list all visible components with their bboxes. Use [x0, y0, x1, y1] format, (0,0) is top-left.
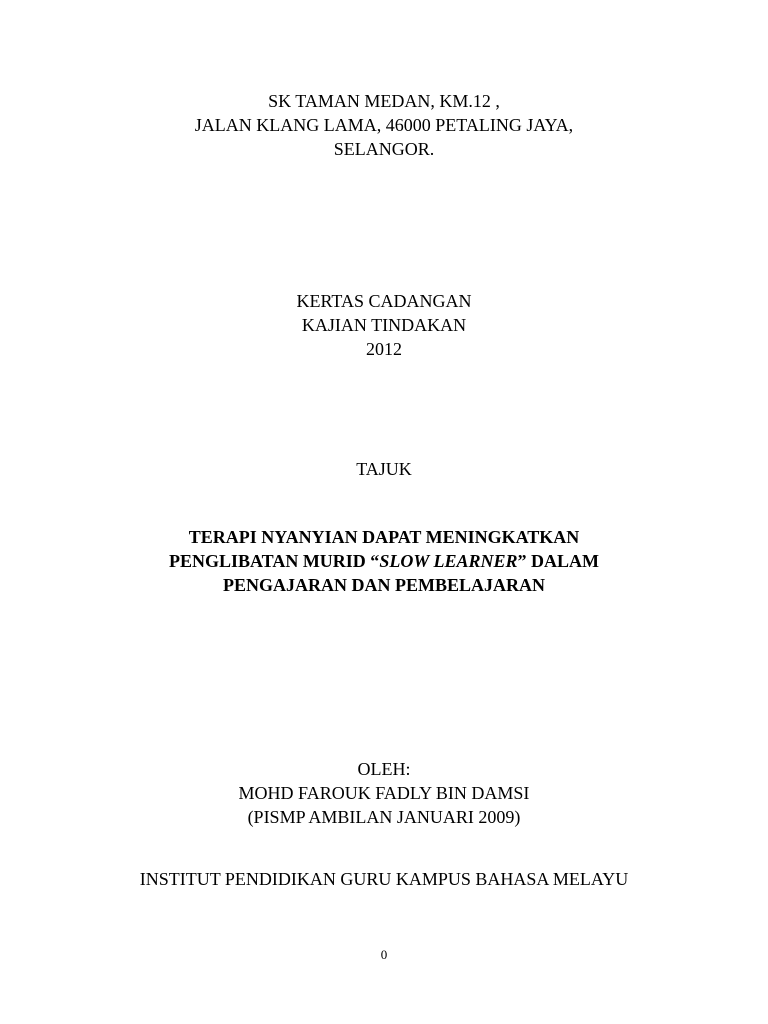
school-address	[0, 89, 768, 161]
author-label: OLEH:	[357, 759, 411, 779]
title-line-2-suffix: ” DALAM	[517, 551, 600, 571]
institute-name-section	[0, 867, 768, 891]
proposal-heading	[0, 289, 768, 361]
title-line-2-italic: SLOW LEARNER	[379, 551, 518, 571]
author-name: MOHD FAROUK FADLY BIN DAMSI	[238, 783, 530, 803]
tajuk-section	[0, 457, 768, 481]
title-line-2	[0, 549, 768, 573]
title-line-3: PENGAJARAN DAN PEMBELAJARAN	[223, 575, 545, 595]
address-line-3: SELANGOR.	[333, 139, 435, 159]
author-section	[0, 757, 768, 829]
document-title	[0, 525, 768, 597]
proposal-line-1: KERTAS CADANGAN	[296, 291, 472, 311]
proposal-line-2: KAJIAN TINDAKAN	[301, 315, 467, 335]
tajuk-label: TAJUK	[356, 459, 412, 479]
proposal-year: 2012	[366, 339, 402, 359]
title-line-2-prefix: PENGLIBATAN MURID “	[168, 551, 380, 571]
author-program: (PISMP AMBILAN JANUARI 2009)	[247, 807, 521, 827]
address-line-2: JALAN KLANG LAMA, 46000 PETALING JAYA,	[194, 115, 574, 135]
page-number: 0	[380, 947, 388, 962]
address-line-1: SK TAMAN MEDAN, KM.12 ,	[268, 91, 500, 111]
institute-name: INSTITUT PENDIDIKAN GURU KAMPUS BAHASA MELAYU	[139, 869, 629, 889]
title-line-1: TERAPI NYANYIAN DAPAT MENINGKATKAN	[188, 527, 580, 547]
